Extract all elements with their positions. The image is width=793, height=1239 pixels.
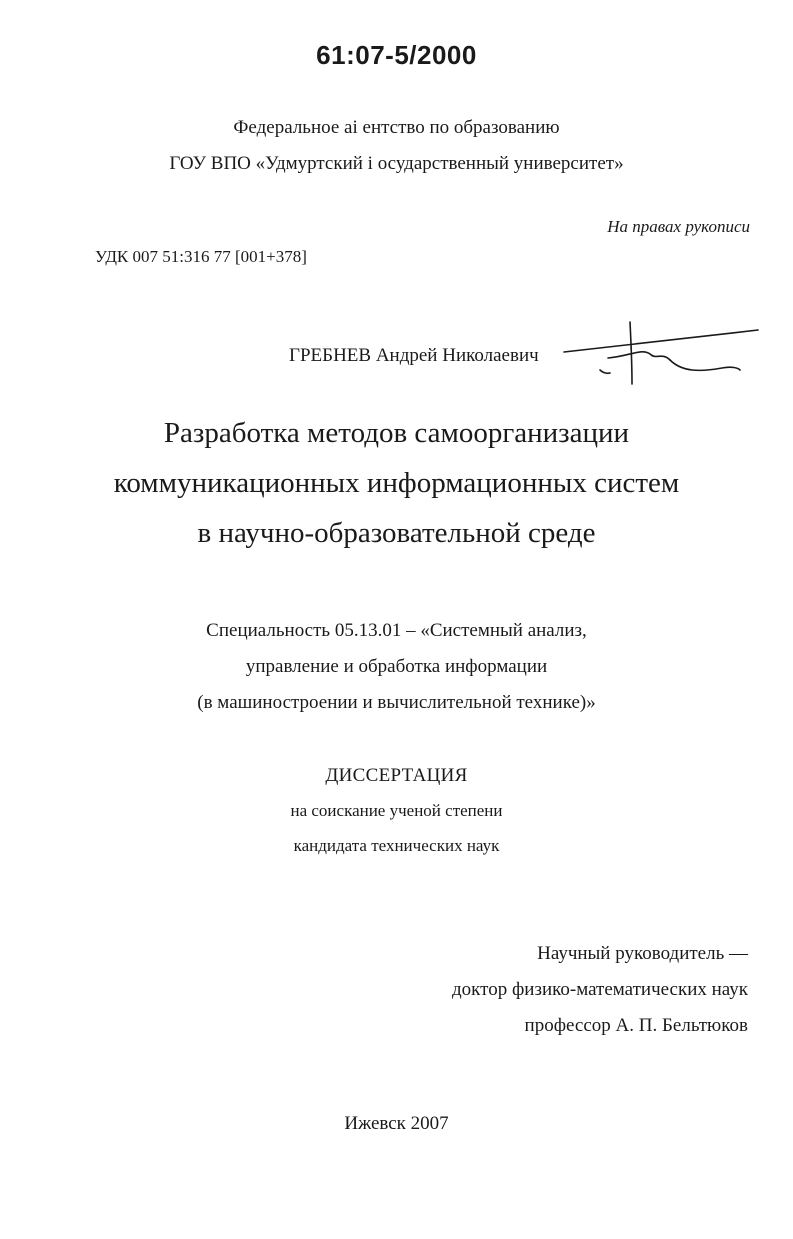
dissertation-type: ДИССЕРТАЦИЯ [325, 765, 468, 786]
udk-code: УДК 007 51:316 77 [001+378] [95, 247, 307, 266]
specialty-line-2: управление и обработка информации [245, 656, 548, 677]
title-line-2: коммуникационных информационных систем [113, 467, 680, 499]
agency-name: Федеральное аі ентство по образованию [233, 117, 560, 138]
title-line-3: в научно-образовательной среде [197, 517, 596, 549]
catalog-number: 61:07-5/2000 [316, 40, 477, 70]
dissertation-degree-line-1: на соискание ученой степени [290, 801, 503, 820]
advisor-name: профессор А. П. Бельтюков [524, 1015, 748, 1036]
city-year: Ижевск 2007 [344, 1113, 449, 1134]
title-line-1: Разработка методов самоорганизации [163, 417, 630, 449]
manuscript-note: На правах рукописи [607, 217, 750, 236]
author-signature [560, 318, 770, 393]
dissertation-degree-line-2: кандидата технических наук [293, 836, 500, 855]
author-name: ГРЕБНЕВ Андрей Николаевич [289, 345, 539, 366]
specialty-line-3: (в машиностроении и вычислительной технике)» [197, 692, 596, 713]
advisor-role: Научный руководитель — [537, 943, 748, 964]
university-name: ГОУ ВПО «Удмуртский і осударственный университет» [169, 153, 624, 174]
specialty-line-1: Специальность 05.13.01 – «Системный анализ, [206, 620, 587, 641]
advisor-degree: доктор физико-математических наук [452, 979, 748, 1000]
